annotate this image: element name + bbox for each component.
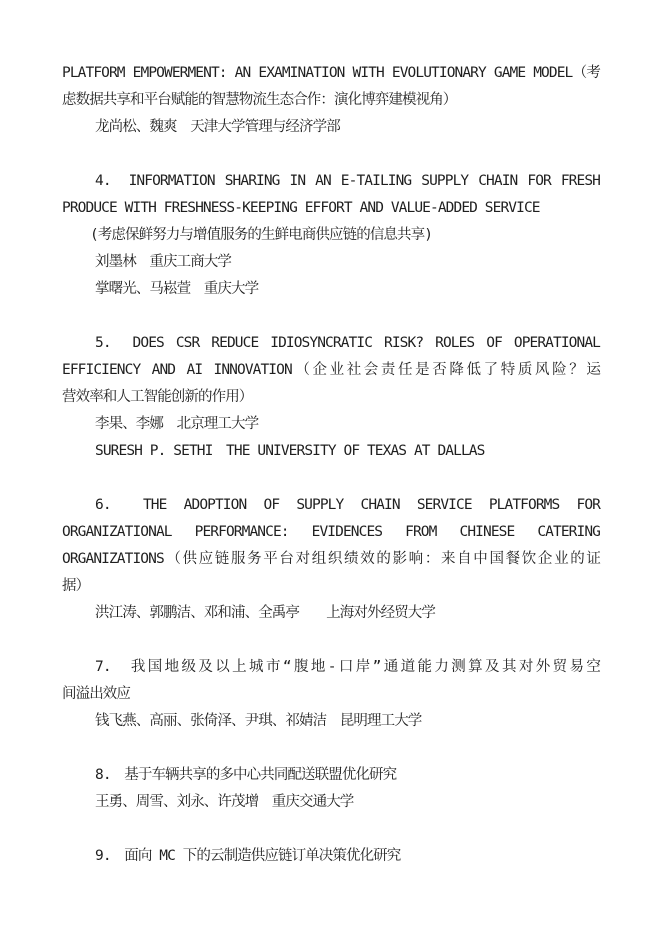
authors-line: 刘墨林 重庆工商大学 xyxy=(95,254,231,270)
title-line: 虑数据共享和平台赋能的智慧物流生态合作：演化博弈建模视角） xyxy=(62,92,457,108)
blank-line xyxy=(62,141,600,168)
blank-line xyxy=(62,303,600,330)
title-line: ORGANIZATIONS（供应链服务平台对组织绩效的影响：来自中国餐饮企业的证 xyxy=(62,551,600,567)
authors-line: 龙尚松、魏爽 天津大学管理与经济学部 xyxy=(95,119,340,135)
title-line: 5. DOES CSR REDUCE IDIOSYNCRATIC RISK? ROLES OF OPERATIONAL xyxy=(95,335,600,351)
title-line: 营效率和人工智能创新的作用） xyxy=(62,389,253,405)
blank-line xyxy=(62,816,600,843)
authors-line: 钱飞燕、高丽、张倚泽、尹琪、祁婧洁 昆明理工大学 xyxy=(95,713,422,729)
authors-line: SURESH P. SETHI THE UNIVERSITY OF TEXAS AT DALLAS xyxy=(95,443,485,459)
title-line: PRODUCE WITH FRESHNESS-KEEPING EFFORT AND VALUE-ADDED SERVICE xyxy=(62,200,540,216)
blank-line xyxy=(62,627,600,654)
title-line: 间溢出效应 xyxy=(62,686,130,702)
title-line: 4. INFORMATION SHARING IN AN E-TAILING SUPPLY CHAIN FOR FRESH xyxy=(95,173,600,189)
authors-line: 掌曙光、马崧萱 重庆大学 xyxy=(95,281,259,297)
authors-line: 王勇、周雪、刘永、许茂增 重庆交通大学 xyxy=(95,794,354,810)
title-line: 据） xyxy=(62,578,90,594)
title-line: 8. 基于车辆共享的多中心共同配送联盟优化研究 xyxy=(95,767,397,783)
title-line: ORGANIZATIONAL PERFORMANCE: EVIDENCES FROM CHINESE CATERING xyxy=(62,524,600,540)
title-line: 7. 我国地级及以上城市“腹地-口岸”通道能力测算及其对外贸易空 xyxy=(95,659,600,675)
title-line: 9. 面向 MC 下的云制造供应链订单决策优化研究 xyxy=(95,848,401,864)
title-line: EFFICIENCY AND AI INNOVATION（企业社会责任是否降低了特质风险？运 xyxy=(62,362,600,378)
authors-line: 洪江涛、郭鹏洁、邓和浦、全禹亭 上海对外经贸大学 xyxy=(95,605,435,621)
title-line: 6. THE ADOPTION OF SUPPLY CHAIN SERVICE PLATFORMS FOR xyxy=(95,497,600,513)
title-translation-line: (考虑保鲜努力与增值服务的生鲜电商供应链的信息共享) xyxy=(90,227,433,243)
authors-line: 李果、李娜 北京理工大学 xyxy=(95,416,259,432)
title-line: PLATFORM EMPOWERMENT: AN EXAMINATION WITH EVOLUTIONARY GAME MODEL（考 xyxy=(62,65,600,81)
blank-line xyxy=(62,465,600,492)
blank-line xyxy=(62,735,600,762)
